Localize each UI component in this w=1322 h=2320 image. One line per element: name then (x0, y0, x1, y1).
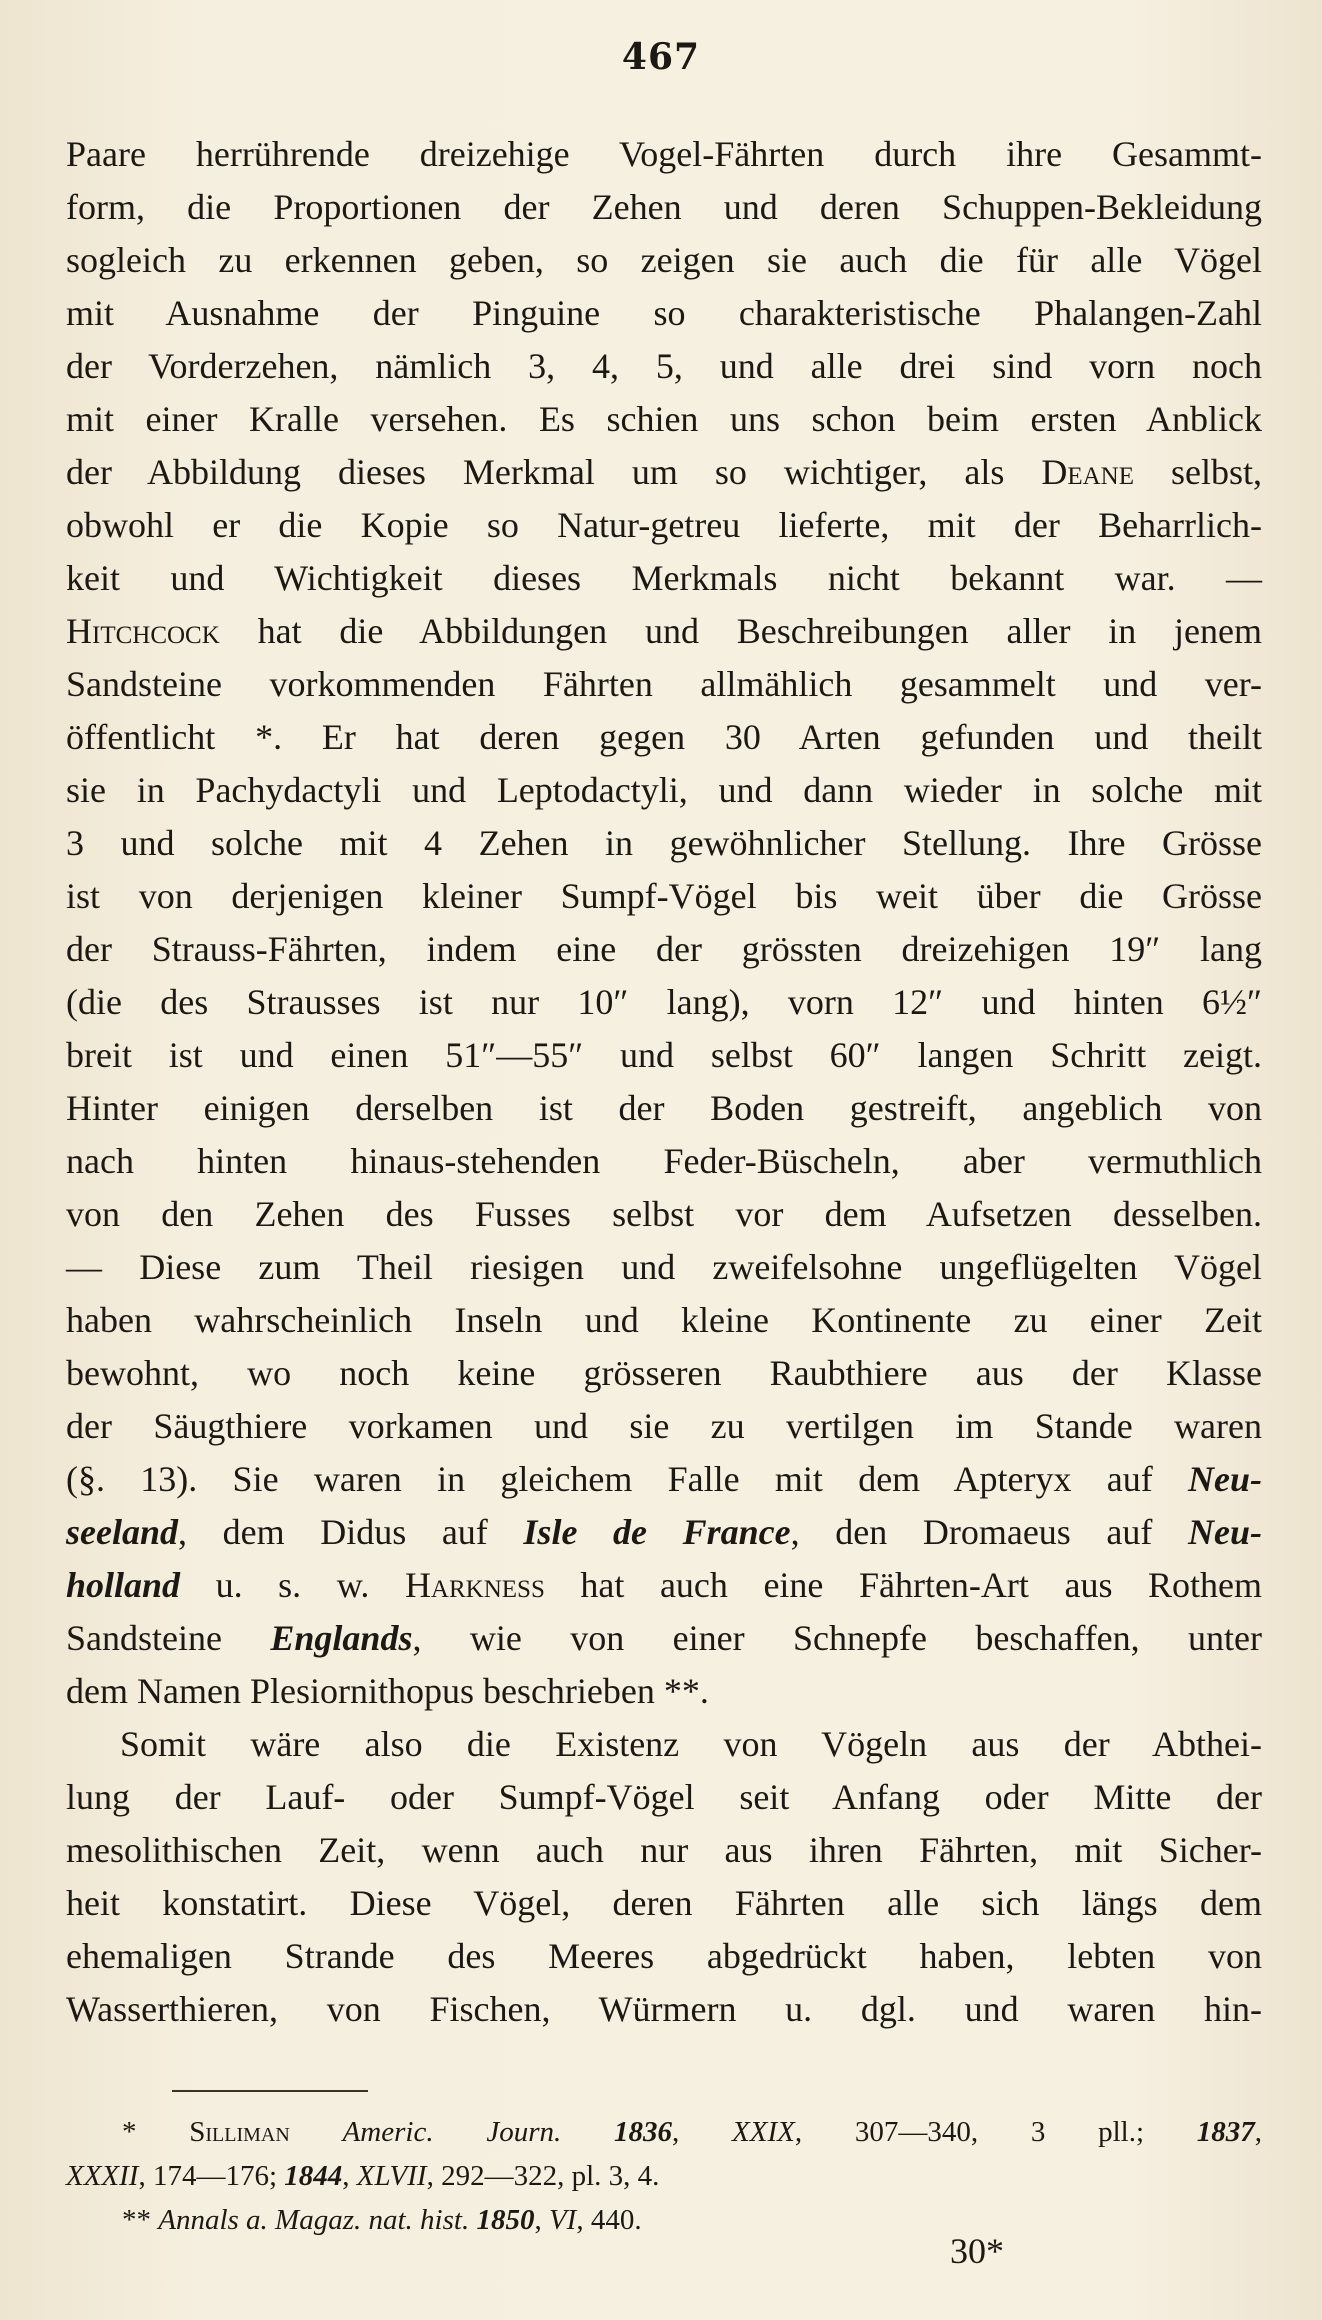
footnote-run: Annals a. Magaz. nat. hist. (158, 2204, 470, 2236)
text-line (66, 1665, 1262, 1718)
page-number: 467 (621, 36, 701, 78)
text-line (66, 393, 1262, 446)
text-run: der Abbildung dieses Merkmal um so wichtiger, als (66, 452, 1042, 492)
text-run: Sandsteine (66, 1618, 271, 1658)
text-run: haben wahrscheinlich Inseln und kleine Kontinente zu einer Zeit (66, 1300, 1262, 1340)
text-run: hat die Abbildungen und Beschreibungen aller in jenem (219, 611, 1262, 651)
text-run: (§. 13). Sie waren in gleichem Falle mit dem Apteryx auf (66, 1459, 1188, 1499)
footnote-run: 1837 (1196, 2116, 1255, 2148)
text-line (66, 1135, 1262, 1188)
text-run: der Säugthiere vorkamen und sie zu vertilgen im Stande waren (66, 1406, 1262, 1446)
text-run: öffentlicht *. Er hat deren gegen 30 Arten gefunden und theilt (66, 717, 1262, 757)
text-line (66, 128, 1262, 181)
text-run: Englands (270, 1618, 413, 1658)
body-text (66, 128, 1262, 2036)
text-line (66, 711, 1262, 764)
footnote-run: * (122, 2116, 190, 2148)
text-run: 3 und solche mit 4 Zehen in gewöhnlicher Stellung. Ihre Grösse (66, 823, 1262, 863)
text-run: Isle de France (523, 1512, 791, 1552)
footnote-run: Silliman (189, 2116, 290, 2148)
text-run: der Strauss-Fährten, indem eine der grössten dreizehigen 19″ lang (66, 929, 1262, 969)
text-run: breit ist und einen 51″—55″ und selbst 60″ langen Schritt zeigt. (66, 1035, 1262, 1075)
text-line (66, 234, 1262, 287)
text-run: lung der Lauf- oder Sumpf-Vögel seit Anfang oder Mitte der (66, 1777, 1262, 1817)
text-line (66, 1559, 1262, 1612)
text-line (66, 181, 1262, 234)
footnote-run: , (534, 2204, 549, 2236)
footnote-run: , 174—176; (138, 2160, 285, 2192)
text-run: form, die Proportionen der Zehen und deren Schuppen-Bekleidung (66, 187, 1262, 227)
text-line (66, 1612, 1262, 1665)
text-line (66, 870, 1262, 923)
text-run: u. s. w. (180, 1565, 405, 1605)
text-line (66, 1082, 1262, 1135)
text-line (66, 1400, 1262, 1453)
text-run: der Vorderzehen, nämlich 3, 4, 5, und alle drei sind vorn noch (66, 346, 1262, 386)
text-line (66, 552, 1262, 605)
text-line (66, 658, 1262, 711)
text-line (66, 1506, 1262, 1559)
text-run: , den Dromaeus auf (790, 1512, 1188, 1552)
text-line (66, 1188, 1262, 1241)
text-line (66, 1824, 1262, 1877)
text-run: von den Zehen des Fusses selbst vor dem Aufsetzen desselben. (66, 1194, 1262, 1234)
signature-mark: 30* (950, 2231, 1004, 2271)
footnote-run: , (342, 2160, 357, 2192)
text-run: sie in Pachydactyli und Leptodactyli, und dann wieder in solche mit (66, 770, 1262, 810)
text-run: Wasserthieren, von Fischen, Würmern u. dgl. und waren hin- (66, 1989, 1262, 2029)
text-run: Paare herrührende dreizehige Vogel-Fährten durch ihre Gesammt- (66, 134, 1262, 174)
text-line (66, 499, 1262, 552)
text-run: keit und Wichtigkeit dieses Merkmals nicht bekannt war. — (66, 558, 1262, 598)
text-line (66, 764, 1262, 817)
text-run: mit einer Kralle versehen. Es schien uns schon beim ersten Anblick (66, 399, 1262, 439)
footnote-run: , (672, 2116, 733, 2148)
footnote-run (290, 2116, 343, 2148)
text-run: dem Namen Plesiornithopus beschrieben **. (66, 1671, 709, 1711)
text-line (66, 1718, 1262, 1771)
text-run: hat auch eine Fährten-Art aus Rothem (544, 1565, 1263, 1605)
footnote-rule (172, 2090, 368, 2092)
footnote-run: 1844 (284, 2160, 343, 2192)
footnote-run: XXIX (732, 2116, 795, 2148)
text-run: Neu- (1188, 1512, 1262, 1552)
footnote-run: ** (122, 2204, 159, 2236)
text-run: seeland (66, 1512, 178, 1552)
text-run: Somit wäre also die Existenz von Vögeln aus der Abthei- (120, 1724, 1262, 1764)
footnote-run: 1836 (614, 2116, 673, 2148)
footnote-run: XLVII (356, 2160, 427, 2192)
footnote-run: , (1254, 2116, 1263, 2148)
text-run: Deane (1041, 452, 1134, 492)
text-run: sogleich zu erkennen geben, so zeigen sie auch die für alle Vögel (66, 240, 1262, 280)
text-line (66, 976, 1262, 1029)
text-line (66, 1241, 1262, 1294)
footnote-line (66, 2154, 1262, 2198)
text-run: mesolithischen Zeit, wenn auch nur aus ihren Fährten, mit Sicher- (66, 1830, 1262, 1870)
text-run: ehemaligen Strande des Meeres abgedrückt haben, lebten von (66, 1936, 1262, 1976)
text-line (66, 1294, 1262, 1347)
text-line (66, 1877, 1262, 1930)
text-line (66, 1029, 1262, 1082)
footnote-run: XXXII (66, 2160, 139, 2192)
text-run: Hitchcock (66, 611, 220, 651)
text-run: mit Ausnahme der Pinguine so charakteristische Phalangen-Zahl (66, 293, 1262, 333)
footnote-run (561, 2116, 614, 2148)
footnote-run: VI (548, 2204, 577, 2236)
text-run: , wie von einer Schnepfe beschaffen, unter (412, 1618, 1262, 1658)
footnote-line (66, 2198, 1262, 2242)
text-line (66, 287, 1262, 340)
text-line (66, 1453, 1262, 1506)
footnote-run: 1850 (476, 2204, 535, 2236)
text-run: (die des Strausses ist nur 10″ lang), vorn 12″ und hinten 6½″ (66, 982, 1262, 1022)
footnote-run: , 440. (576, 2204, 642, 2236)
text-line (66, 1347, 1262, 1400)
text-run: heit konstatirt. Diese Vögel, deren Fährten alle sich längs dem (66, 1883, 1262, 1923)
text-run: — Diese zum Theil riesigen und zweifelsohne ungeflügelten Vögel (66, 1247, 1262, 1287)
text-run: holland (66, 1565, 181, 1605)
text-run: ist von derjenigen kleiner Sumpf-Vögel bis weit über die Grösse (66, 876, 1262, 916)
text-line (66, 446, 1262, 499)
text-line (66, 605, 1262, 658)
text-line (66, 1930, 1262, 1983)
text-run: Hinter einigen derselben ist der Boden gestreift, angeblich von (66, 1088, 1262, 1128)
text-run: bewohnt, wo noch keine grösseren Raubthiere aus der Klasse (66, 1353, 1262, 1393)
footnote-line (66, 2110, 1262, 2154)
text-line (66, 1983, 1262, 2036)
footnote-run: Americ. Journ. (342, 2116, 562, 2148)
text-line (66, 340, 1262, 393)
footnotes (66, 2110, 1262, 2242)
text-line (66, 923, 1262, 976)
text-line (66, 817, 1262, 870)
text-run: nach hinten hinaus-stehenden Feder-Büscheln, aber vermuthlich (66, 1141, 1262, 1181)
footnote-run: , 292—322, pl. 3, 4. (426, 2160, 660, 2192)
text-run: obwohl er die Kopie so Natur-getreu lieferte, mit der Beharrlich- (66, 505, 1262, 545)
text-line (66, 1771, 1262, 1824)
text-run: Neu- (1188, 1459, 1262, 1499)
text-run: Sandsteine vorkommenden Fährten allmählich gesammelt und ver- (66, 664, 1262, 704)
footnote-run: , 307—340, 3 pll.; (794, 2116, 1197, 2148)
text-run: , dem Didus auf (178, 1512, 524, 1552)
text-run: Harkness (404, 1565, 545, 1605)
text-run: selbst, (1134, 452, 1262, 492)
